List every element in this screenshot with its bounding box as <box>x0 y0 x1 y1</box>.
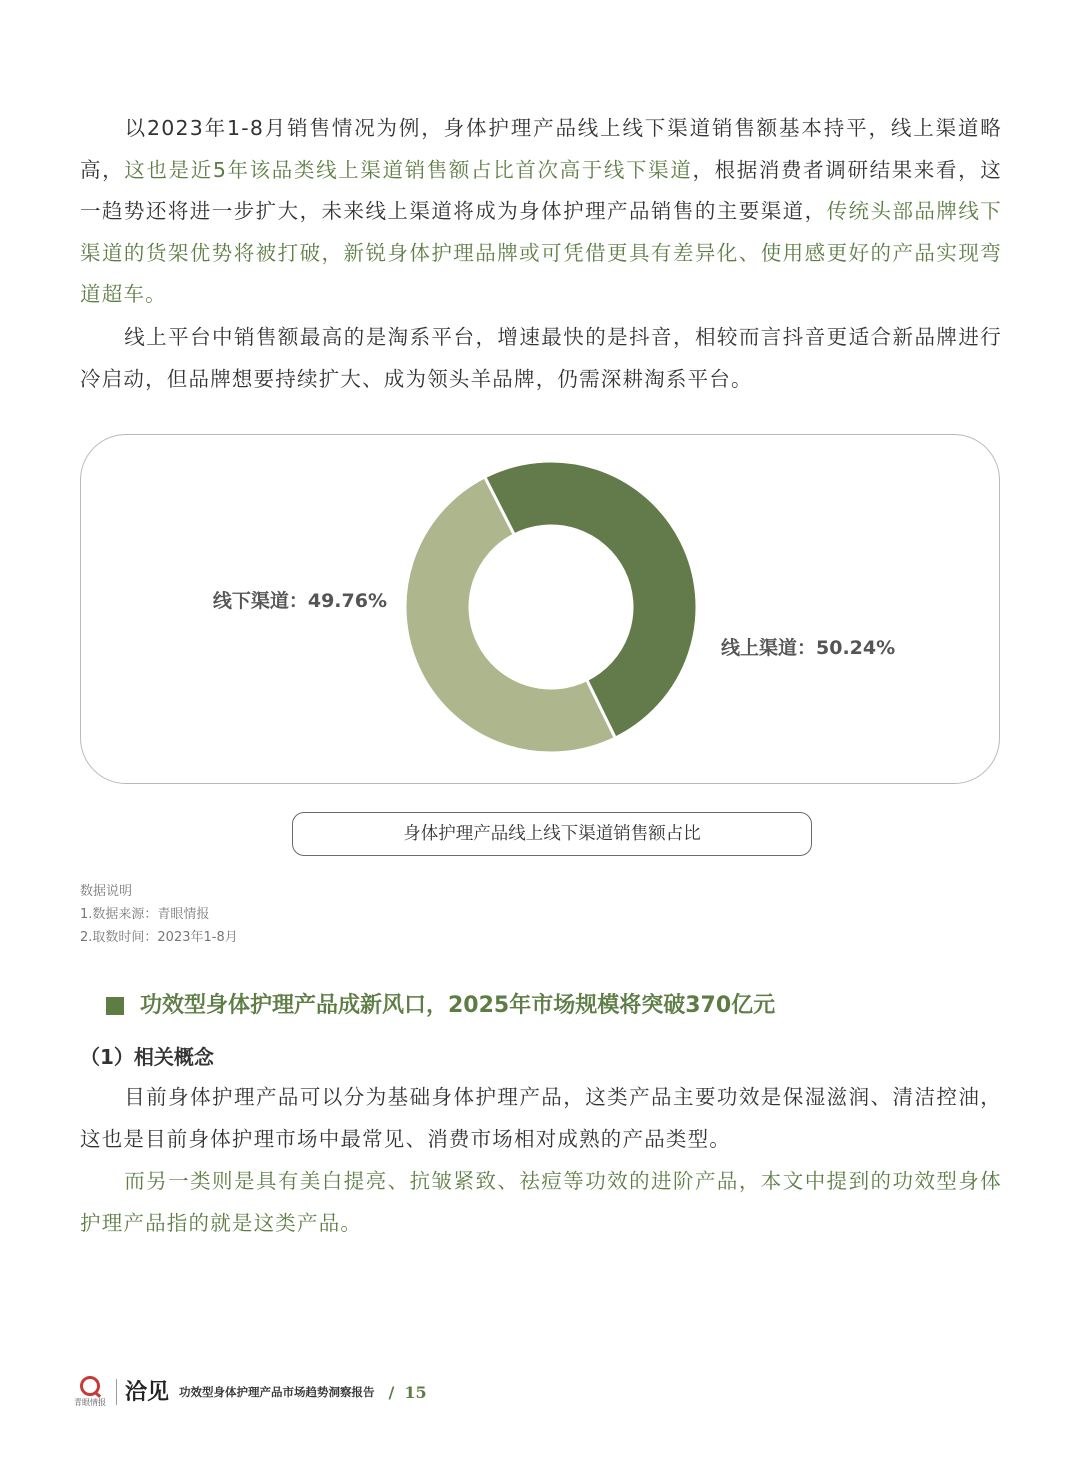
paragraph-platforms <box>80 317 1002 400</box>
chart-card <box>80 434 1000 784</box>
data-notes <box>80 880 238 949</box>
text-segment: ，根据消费者调研结果来看，这一趋势还将进一步扩大，未来线上渠道将成为身体护理产品销售的主要渠道， <box>80 157 1002 223</box>
paragraph-channel-trend <box>80 108 1002 316</box>
page-number: 15 <box>404 1382 427 1402</box>
section-heading <box>106 988 775 1024</box>
logo-text: 青眼情报 <box>74 1398 106 1407</box>
text-segment: 线上平台中销售额最高的是淘系平台，增速最快的是抖音，相较而言抖音更适合新品牌进行冷启动，但品牌想要持续扩大、成为领头羊品牌，仍需深耕淘系平台。 <box>80 325 1002 391</box>
slice-label-offline: 线下渠道：49.76% <box>212 590 387 612</box>
report-title: 功效型身体护理产品市场趋势洞察报告 <box>179 1385 375 1399</box>
notes-title: 数据说明 <box>80 884 133 899</box>
text-segment: 目前身体护理产品可以分为基础身体护理产品，这类产品主要功效是保湿滋润、清洁控油，这也是目前身体护理市场中最常见、消费市场相对成熟的产品类型。 <box>80 1085 1002 1151</box>
slice-label-online: 线上渠道：50.24% <box>721 637 896 659</box>
magnifier-icon <box>80 1376 100 1396</box>
square-bullet-icon <box>106 997 124 1015</box>
notes-period: 2.取数时间：2023年1-8月 <box>80 930 238 945</box>
paragraph-advanced-products <box>80 1161 1002 1244</box>
qiajian-logo <box>125 1381 169 1403</box>
logo-text: 洽见 <box>125 1379 170 1405</box>
chart-caption: 身体护理产品线上线下渠道销售额占比 <box>292 812 812 856</box>
paragraph-basic-products <box>80 1077 1002 1160</box>
page-separator: / <box>388 1382 395 1402</box>
text-segment: 以2023年1-8月销售情况为例，身体护理产品线上线下渠道销售额基本持平，线上渠道略高， <box>80 116 1002 182</box>
qingyan-logo <box>72 1376 108 1408</box>
highlight-text: 而另一类则是具有美白提亮、抗皱紧致、祛痘等功效的进阶产品，本文中提到的功效型身体护理产品指的就是这类产品。 <box>80 1169 1002 1235</box>
highlight-text: 传统头部品牌线下渠道的货架优势将被打破，新锐身体护理品牌或可凭借更具有差异化、使用感更好的产品实现弯道超车。 <box>80 199 1002 306</box>
notes-source: 1.数据来源：青眼情报 <box>80 907 210 922</box>
divider <box>116 1379 117 1405</box>
section-title: 功效型身体护理产品成新风口，2025年市场规模将突破370亿元 <box>140 993 776 1018</box>
page-footer <box>72 1374 427 1410</box>
highlight-text: 这也是近5年该品类线上渠道销售额占比首次高于线下渠道 <box>124 157 693 182</box>
subsection-heading: （1）相关概念 <box>80 1045 214 1069</box>
donut-chart <box>81 435 1001 785</box>
